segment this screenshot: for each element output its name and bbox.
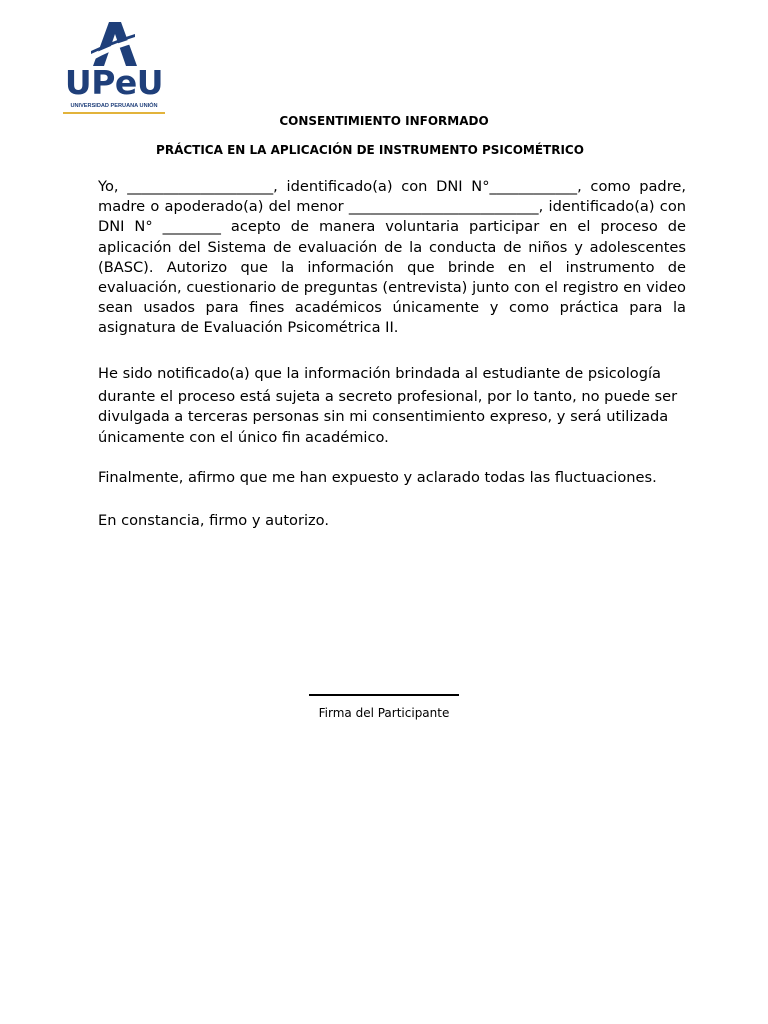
document-subtitle: PRÁCTICA EN LA APLICACIÓN DE INSTRUMENTO PSICOMÉTRICO	[156, 143, 584, 157]
confidentiality-line: únicamente con el único fin académico.	[98, 428, 389, 446]
document-title: CONSENTIMIENTO INFORMADO	[279, 114, 489, 128]
signature-line	[309, 694, 459, 696]
clarification-paragraph: Finalmente, afirmo que me han expuesto y aclarado todas las fluctuaciones.	[98, 469, 657, 486]
consent-paragraph: Yo, ____________________, identificado(a) con DNI N°____________, como padre, madre o apoderado(a) del menor __________________________, identificado(a) con DNI N° ________ acepto de manera voluntaria participar en el proceso de aplicación del Sistema de evaluación de la conducta de niños y adolescentes (BASC). Autorizo que la información que brinde en el instrumento de evaluación, cuestionario de preguntas (entrevista) junto con el registro en video sean usados para fines académicos únicamente y como práctica para la asignatura de Evaluación Psicométrica II.	[98, 178, 686, 337]
signature-label: Firma del Participante	[318, 706, 450, 720]
authorization-paragraph: En constancia, firmo y autorizo.	[98, 512, 329, 529]
confidentiality-line: He sido notificado(a) que la información brindada al estudiante de psicología	[98, 365, 661, 382]
confidentiality-line: divulgada a terceras personas sin mi consentimiento expreso, y será utilizada	[98, 408, 669, 426]
logo-tagline: UNIVERSIDAD PERUANA UNIÓN	[70, 103, 158, 109]
upeu-a-mark-icon	[91, 22, 137, 66]
confidentiality-paragraph	[98, 364, 686, 448]
confidentiality-line: durante el proceso está sujeta a secreto profesional, por lo tanto, no puede ser	[98, 388, 678, 406]
university-logo	[61, 22, 167, 116]
logo-wordmark: UPeU	[64, 63, 164, 102]
